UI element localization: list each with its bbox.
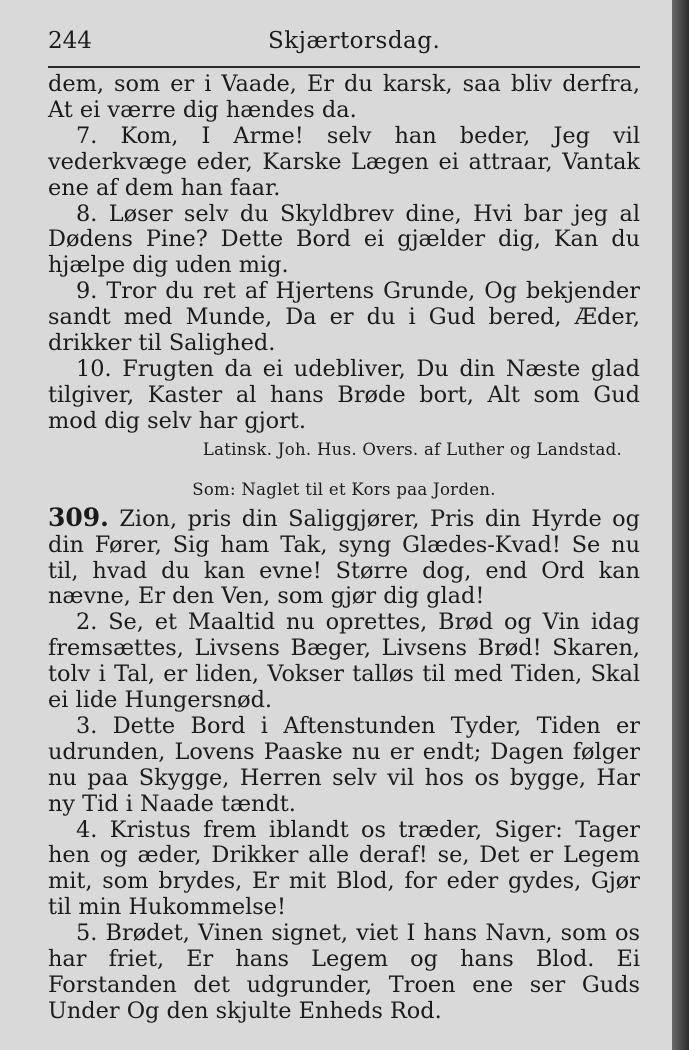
hymn-attribution: Latinsk. Joh. Hus. Overs. af Luther og Landstad. [202,439,622,459]
header-rule [48,66,640,68]
hymn-309-stanza-5: 5. Brødet, Vinen signet, viet I hans Navn, som os har friet, Er hans Legem og hans Blod. Ei Forstanden det udgrunder, Troen ene ser Guds Under Og den skjulte Enheds Rod. [48,920,640,1024]
running-title: Skjærtorsdag. [268,28,441,54]
hymn-309-stanza-4: 4. Kristus frem iblandt os træder, Siger: Tager hen og æder, Drikker alle deraf! se, Det er Legem mit, som brydes, Er mit Blod, for eder gydes, Gjør til min Hukommelse! [48,816,640,921]
hymn-309-stanza-3: 3. Dette Bord i Aftenstunden Tyder, Tiden er udrunden, Lovens Paaske nu er endt; Dagen følger nu paa Skygge, Herren selv vil hos os bygge, Har ny Tid i Naade tændt. [48,712,640,817]
continued-stanza: dem, som er i Vaade, Er du karsk, saa bliv derfra, At ei værre dig hændes da. [48,71,640,123]
hymn-number: 309. [48,502,109,532]
hymn-first-stanza: Zion, pris din Saliggjører, Pris din Hyrde og din Fører, Sig ham Tak, syng Glædes-Kvad! Se nu til, hvad du kan evne! Større dog, end Ord kan nævne, Er den Ven, som gjør dig glad! [48,505,640,610]
stanza-8: 8. Løser selv du Skyldbrev dine, Hvi bar jeg al Dødens Pine? Dette Bord ei gjælder dig, Kan du hjælpe dig uden mig. [48,200,640,279]
hymn-309-stanza-2: 2. Se, et Maaltid nu oprettes, Brød og Vin idag fremsættes, Livsens Bæger, Livsens Brød! Skaren, tolv i Tal, er liden, Vokser talløs til med Tiden, Skal ei lide Hungersnød. [48,609,640,714]
page-number: 244 [48,28,92,54]
stanza-10: 10. Frugten da ei udebliver, Du din Næste glad tilgiver, Kaster al hans Brøde bort, Alt som Gud mod dig selv har gjort. [48,355,640,434]
tune-line: Som: Naglet til et Kors paa Jorden. [192,479,496,499]
stanza-7: 7. Kom, I Arme! selv han beder, Jeg vil vederkvæge eder, Karske Lægen ei attraar, Vantak ene af dem han faar. [48,122,640,201]
hymn-309-stanza-1 [48,502,640,611]
page-body [48,72,640,1025]
stanza-9: 9. Tror du ret af Hjertens Grunde, Og bekjender sandt med Munde, Da er du i Gud bered, Æder, drikker til Salighed. [48,278,640,357]
page-header [48,28,638,62]
page-edge-shadow [672,0,689,1050]
